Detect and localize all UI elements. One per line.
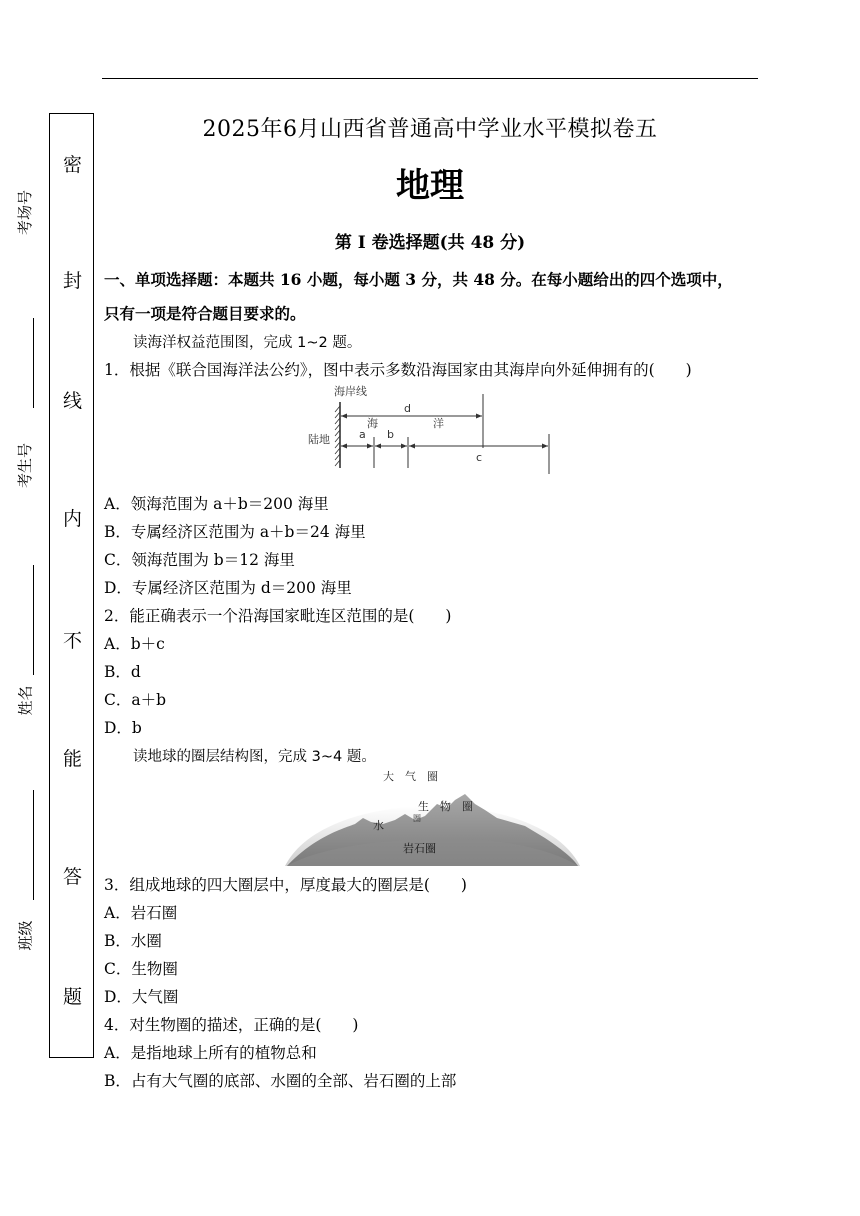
hydrosphere-label-2: 圈 [413,814,421,823]
exam-id-blank [33,565,34,675]
q4-option-a: A．是指地球上所有的植物总和 [104,1044,317,1062]
name-blank [33,790,34,900]
q1-option-b: B．专属经济区范围为 a＋b＝24 海里 [104,523,366,541]
name-label: 姓名 [16,685,35,716]
coastline-label: 海岸线 [334,385,367,398]
seal-char: 线 [62,390,82,412]
maritime-zones-diagram [300,382,570,482]
instructions-line-2: 只有一项是符合题目要求的。 [104,304,306,323]
group2-intro: 读地球的圈层结构图，完成 3~4 题。 [133,749,376,765]
q2-option-b: B．d [104,663,141,681]
section-title: 第 I 卷选择题(共 48 分) [334,233,526,253]
seal-char: 题 [62,986,82,1008]
header-rule [102,78,758,79]
group1-intro: 读海洋权益范围图，完成 1~2 题。 [133,335,362,351]
label-b: b [387,428,394,441]
atmosphere-label: 大 气 圈 [383,770,438,783]
exam-room-label: 考场号 [16,189,35,236]
seal-line-box [49,113,94,1058]
seal-char: 密 [62,154,82,176]
q4-stem: 4．对生物圈的描述，正确的是( ) [104,1016,359,1034]
seal-char: 封 [62,270,82,292]
q2-option-c: C．a＋b [104,691,167,709]
hydrosphere-label-1: 水 [373,819,384,832]
q1-stem: 1．根据《联合国海洋法公约》，图中表示多数沿海国家由其海岸向外延伸拥有的( ) [104,361,692,379]
q2-stem: 2．能正确表示一个沿海国家毗连区范围的是( ) [104,607,452,625]
sea-label-1: 海 [367,417,378,430]
q3-option-b: B．水圈 [104,932,162,950]
seal-char: 不 [62,630,82,652]
exam-id-label: 考生号 [16,442,35,489]
q3-option-a: A．岩石圈 [104,904,178,922]
q1-option-a: A．领海范围为 a＋b＝200 海里 [104,495,329,513]
sea-label-2: 洋 [433,417,444,430]
lithosphere-label: 岩石圈 [403,842,436,855]
label-a: a [359,428,366,441]
seal-char: 内 [62,508,82,530]
class-label: 班级 [16,920,35,951]
q3-option-d: D．大气圈 [104,988,179,1006]
earth-spheres-diagram [285,766,580,868]
seal-char: 答 [62,866,82,888]
q2-option-a: A．b＋c [104,635,165,653]
label-c: c [476,451,483,464]
instructions-line-1: 一、单项选择题：本题共 16 小题，每小题 3 分，共 48 分。在每小题给出的四个选项中， [104,270,733,289]
q4-option-b: B．占有大气圈的底部、水圈的全部、岩石圈的上部 [104,1072,457,1090]
seal-char: 能 [62,748,82,770]
exam-room-blank [33,318,34,408]
q2-option-d: D．b [104,719,142,737]
biosphere-label: 生 物 圈 [418,800,473,813]
q1-option-d: D．专属经济区范围为 d＝200 海里 [104,579,352,597]
land-label: 陆地 [308,433,330,446]
subject-title: 地理 [396,166,464,206]
q3-stem: 3．组成地球的四大圈层中，厚度最大的圈层是( ) [104,876,467,894]
q1-option-c: C．领海范围为 b＝12 海里 [104,551,295,569]
exam-title: 2025年6月山西省普通高中学业水平模拟卷五 [202,117,658,142]
q3-option-c: C．生物圈 [104,960,178,978]
label-d: d [404,402,411,415]
